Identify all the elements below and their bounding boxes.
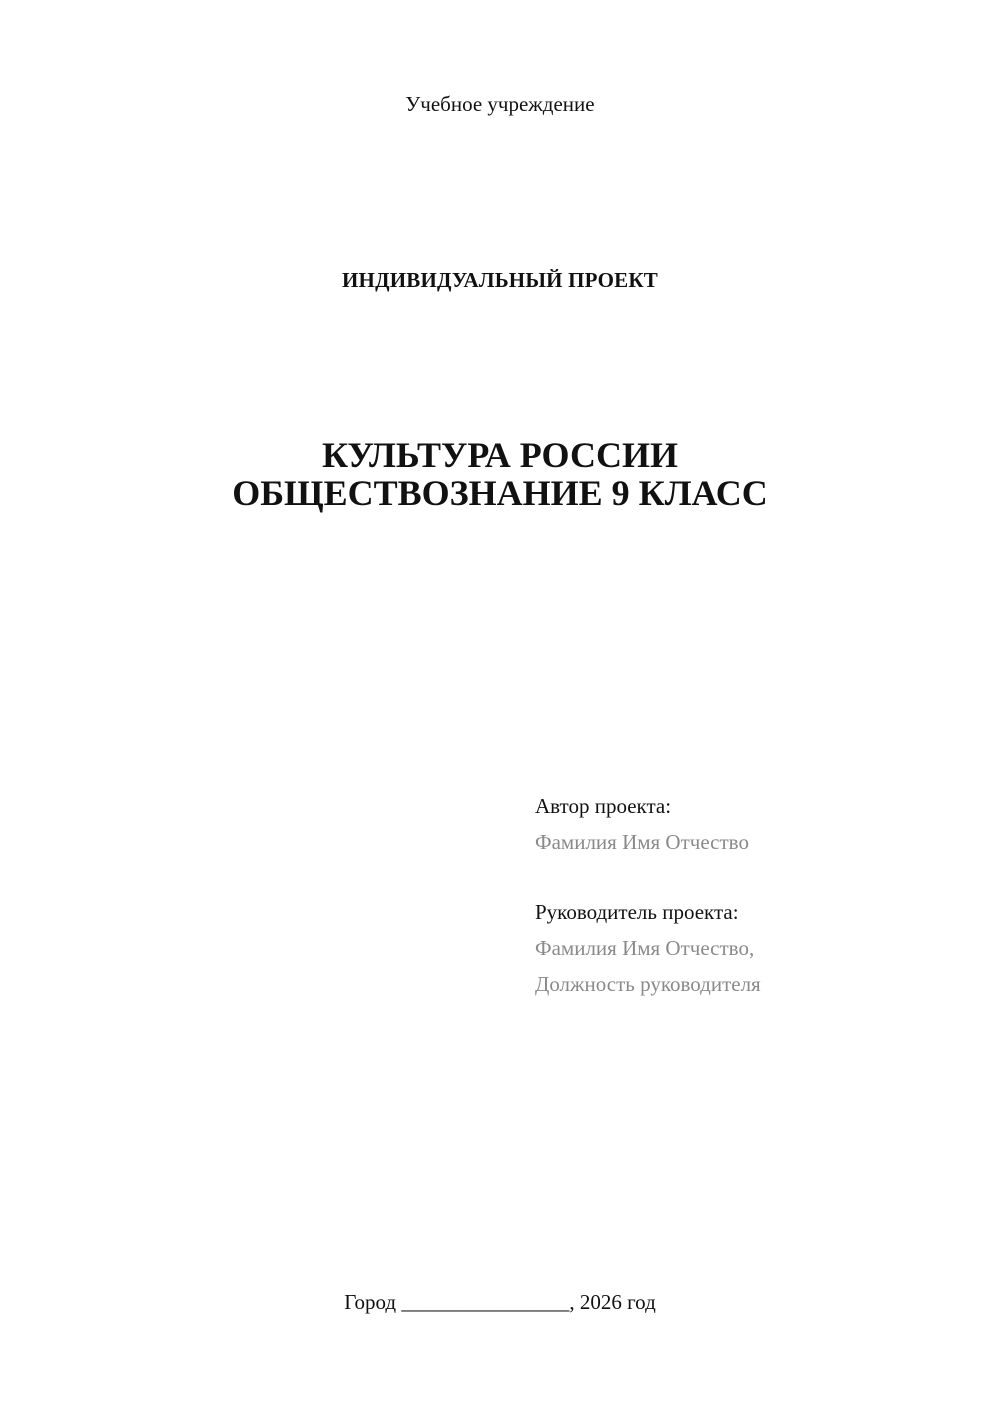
supervisor-name: Фамилия Имя Отчество, <box>535 936 755 960</box>
author-label: Автор проекта: <box>535 794 672 818</box>
author-name: Фамилия Имя Отчество <box>535 830 749 854</box>
title-line-2: ОБЩЕСТВОЗНАНИЕ 9 КЛАСС <box>232 473 768 513</box>
city-year-line: Город ________________, 2026 год <box>344 1290 656 1314</box>
supervisor-position: Должность руководителя <box>535 972 761 996</box>
spacer <box>535 860 761 894</box>
project-info <box>535 788 761 1002</box>
institution-name: Учебное учреждение <box>405 92 595 116</box>
document-type: ИНДИВИДУАЛЬНЫЙ ПРОЕКТ <box>342 268 658 292</box>
supervisor-label: Руководитель проекта: <box>535 900 739 924</box>
title-line-1: КУЛЬТУРА РОССИИ <box>321 435 678 475</box>
project-title <box>0 436 1000 512</box>
